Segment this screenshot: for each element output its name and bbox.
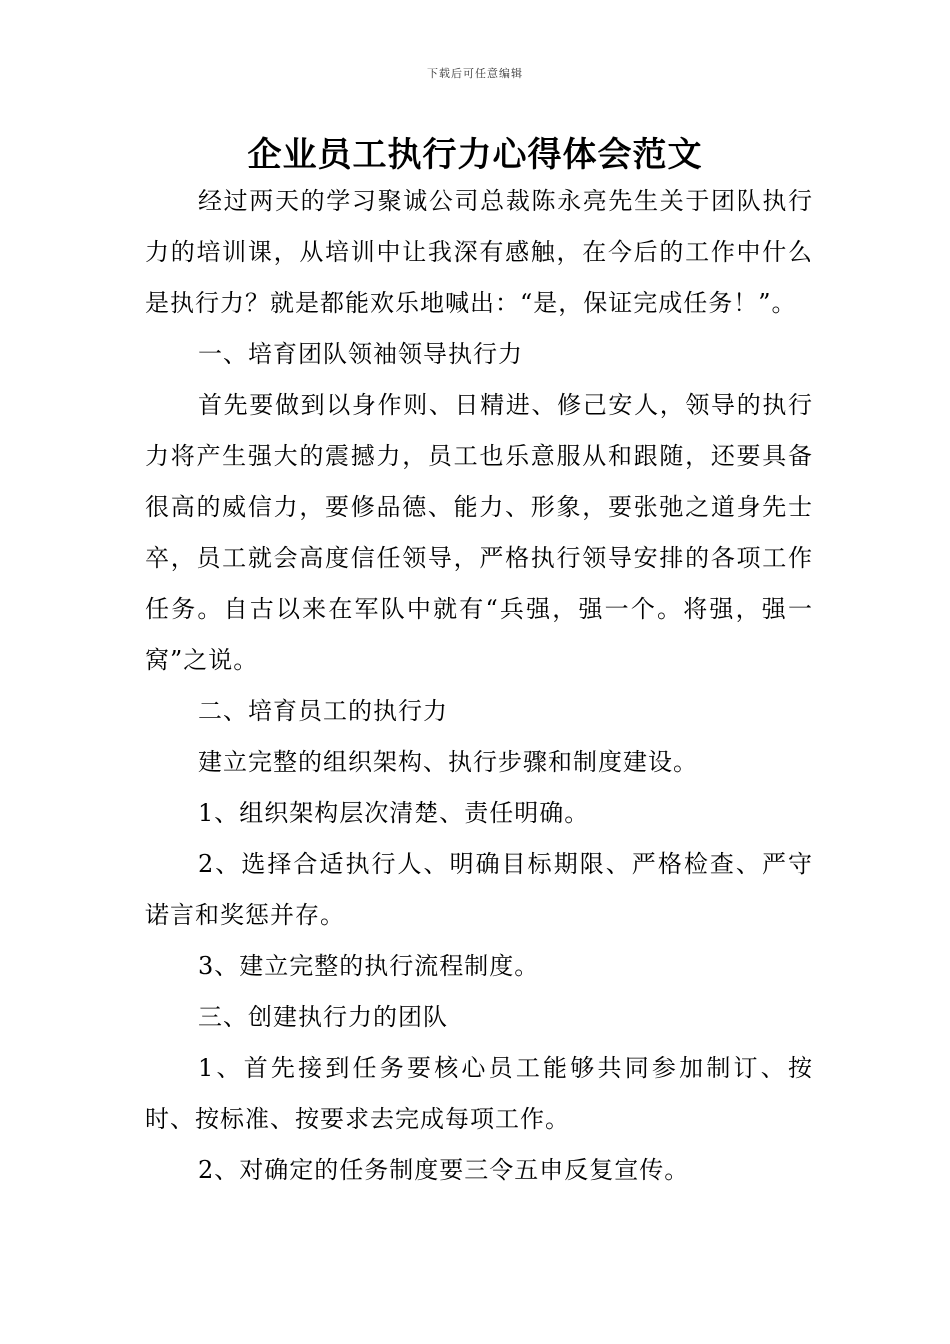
paragraph-section-1: 首先要做到以身作则、日精进、修己安人，领导的执行力将产生强大的震撼力，员工也乐意服从和跟随，还要具备很高的威信力，要修品德、能力、形象，要张弛之道身先士卒，员工就会高度信任领导，严格执行领导安排的各项工作任务。自古以来在军队中就有“兵强，强一个。将强，强一窝”之说。 bbox=[145, 391, 813, 674]
paragraph-intro: 经过两天的学习聚诚公司总裁陈永亮先生关于团队执行力的培训课，从培训中让我深有感触，在今后的工作中什么是执行力？就是都能欢乐地喊出：“是，保证完成任务！”。 bbox=[145, 187, 813, 317]
list-item-3-1: 1、首先接到任务要核心员工能够共同参加制订、按时、按标准、按要求去完成每项工作。 bbox=[145, 1054, 813, 1133]
list-item-2-3: 3、建立完整的执行流程制度。 bbox=[198, 952, 540, 980]
list-item-2-2: 2、选择合适执行人、明确目标期限、严格检查、严守诺言和奖惩并存。 bbox=[145, 850, 813, 929]
header-note: 下载后可任意编辑 bbox=[427, 67, 523, 80]
paragraph-section-2-intro: 建立完整的组织架构、执行步骤和制度建设。 bbox=[198, 748, 698, 776]
heading-section-1: 一、培育团队领袖领导执行力 bbox=[198, 340, 523, 368]
heading-section-3: 三、创建执行力的团队 bbox=[198, 1003, 448, 1031]
list-item-2-1: 1、组织架构层次清楚、责任明确。 bbox=[198, 799, 590, 827]
list-item-3-2: 2、对确定的任务制度要三令五申反复宣传。 bbox=[198, 1156, 690, 1184]
document-body bbox=[145, 176, 813, 1196]
heading-section-2: 二、培育员工的执行力 bbox=[198, 697, 448, 725]
document-title: 企业员工执行力心得体会范文 bbox=[247, 135, 703, 175]
